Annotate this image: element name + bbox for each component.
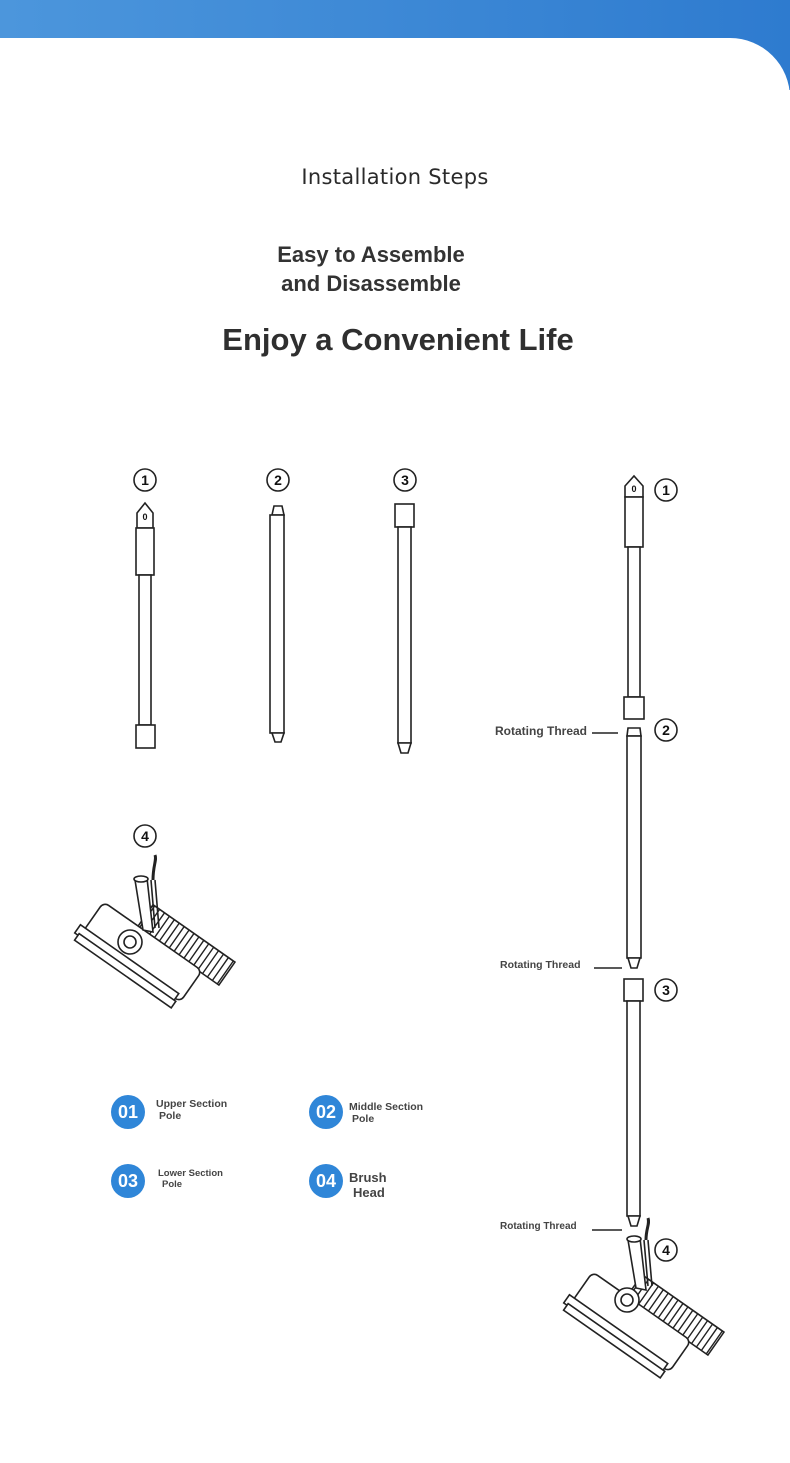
legend-label-02: Middle Section Pole [349,1101,424,1125]
svg-text:1: 1 [662,482,670,498]
upper-pole-icon [136,503,155,748]
assembled-marker-3 [655,979,677,1001]
lower-pole-icon [395,504,414,753]
thread-label-3: Rotating Thread [500,1221,577,1232]
assembled-marker-2 [655,719,677,741]
part-4-marker [134,825,156,847]
thread-label-1: Rotating Thread [495,724,587,738]
svg-text:0: 0 [631,484,637,494]
subtitle-line-1: Easy to Assemble [277,242,465,267]
assembled-marker-1 [655,479,677,501]
thread-label-2: Rotating Thread [500,959,581,971]
legend-label-04: Brush Head [349,1170,387,1200]
part-2-marker [267,469,289,491]
legend-badge-03: 03 [111,1164,145,1198]
brush-head-icon [71,855,235,1023]
headline: Enjoy a Convenient Life [222,322,574,357]
assembled-middle-pole [627,728,641,968]
part-2-number: 2 [274,472,282,488]
legend-label-03: Lower Section Pole [158,1168,223,1190]
assembled-brush-head-icon [560,1218,724,1393]
legend-badge-01: 01 [111,1095,145,1129]
part-3-number: 3 [401,472,409,488]
legend-badge-04: 04 [309,1164,343,1198]
part-3-marker [394,469,416,491]
svg-text:3: 3 [662,982,670,998]
svg-text:0: 0 [142,512,148,522]
part-4-number: 4 [141,828,149,844]
subtitle-line-2: and Disassemble [281,271,461,296]
assembled-marker-4 [655,1239,677,1261]
svg-text:2: 2 [662,722,670,738]
part-1-number: 1 [141,472,149,488]
legend-label-01: Upper Section Pole [156,1098,228,1122]
assembled-upper-pole [624,476,644,719]
legend-badge-02: 02 [309,1095,343,1129]
part-1-marker [134,469,156,491]
middle-pole-icon [270,506,284,742]
svg-text:4: 4 [662,1242,670,1258]
section-title: Installation Steps [301,165,489,189]
assembled-lower-pole [624,979,643,1226]
